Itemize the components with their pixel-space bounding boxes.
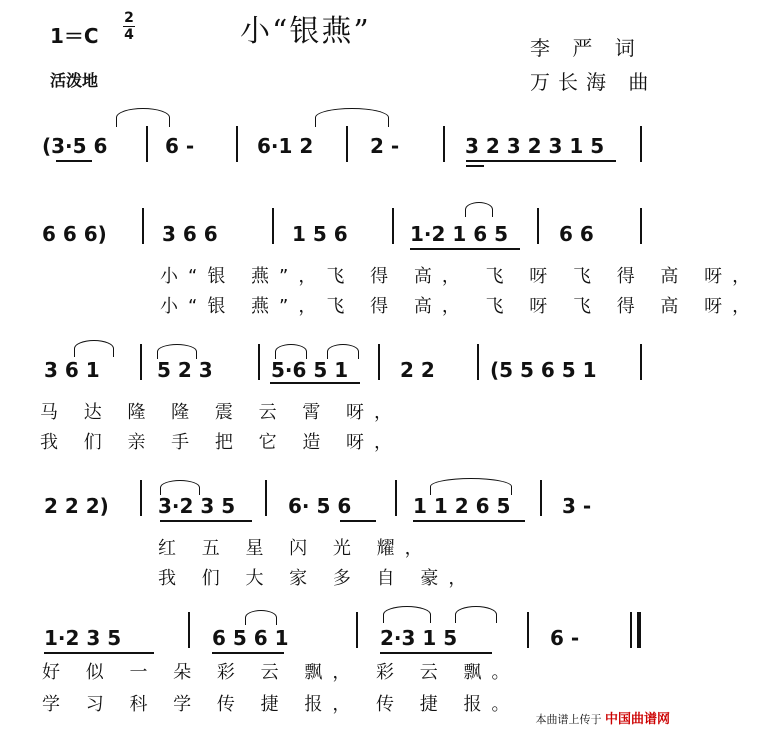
measure: 1 5 6 — [292, 222, 348, 246]
measure: 3 2 3 2 3 1 5 — [465, 134, 605, 158]
measure: 6 - — [550, 626, 580, 650]
song-title: 小“银燕” — [240, 14, 371, 49]
key-signature: 1＝C — [50, 24, 99, 48]
composer-credit: 万长海 曲 — [530, 70, 657, 94]
lyric-verse-1: 好 似 一 朵 彩 云 飘， 彩 云 飘。 — [42, 662, 520, 683]
measure: 3 - — [562, 494, 592, 518]
measure: 2·3 1 5 — [380, 626, 458, 650]
measure: 6 6 6) — [42, 222, 107, 246]
lyric-verse-1: 红 五 星 闪 光 耀， — [158, 538, 433, 559]
site-logo: 中国曲谱网 — [604, 712, 670, 727]
measure: 6 6 — [559, 222, 594, 246]
lyric-verse-2: 我 们 大 家 多 自 豪， — [158, 568, 477, 589]
lyric-verse-2: 我 们 亲 手 把 它 造 呀， — [40, 432, 403, 453]
meter-bottom: 4 — [124, 27, 134, 43]
measure: 2 2 2) — [44, 494, 109, 518]
measure: 6·1 2 — [257, 134, 314, 158]
measure: 6· 5 6 — [288, 494, 352, 518]
lyric-verse-1: 马 达 隆 隆 震 云 霄 呀， — [40, 402, 403, 423]
measure: 6 - — [165, 134, 195, 158]
lyric-verse-1: 小“银 燕”，飞 得 高， 飞 呀 飞 得 高 呀， — [160, 266, 760, 287]
lyric-verse-2: 学 习 科 学 传 捷 报， 传 捷 报。 — [42, 694, 520, 715]
measure: 2 2 — [400, 358, 435, 382]
time-signature — [123, 10, 135, 43]
watermark-text: 本曲谱上传于 — [535, 713, 602, 726]
tempo-marking: 活泼地 — [50, 71, 99, 90]
measure: 6 5 6 1 — [212, 626, 289, 650]
source-watermark — [535, 708, 670, 727]
measure: 5 2 3 — [157, 358, 213, 382]
measure: (5 5 6 5 1 — [490, 358, 597, 382]
lyricist-credit: 李 严 词 — [530, 36, 643, 60]
meter-top: 2 — [124, 10, 134, 26]
measure: 1 1 2 6 5 — [413, 494, 511, 518]
measure: 1·2 1 6 5 — [410, 222, 509, 246]
score-line-1 — [0, 134, 690, 194]
measure: 1·2 3 5 — [44, 626, 122, 650]
measure: 3 6 6 — [162, 222, 218, 246]
lyric-verse-2: 小“银 燕”，飞 得 高， 飞 呀 飞 得 高 呀， — [160, 296, 760, 317]
measure: 2 - — [370, 134, 400, 158]
measure: 3 6 1 — [44, 358, 100, 382]
measure: 3·2 3 5 — [158, 494, 236, 518]
measure: (3·5 6 — [42, 134, 108, 158]
measure: 5·6 5 1 — [271, 358, 349, 382]
